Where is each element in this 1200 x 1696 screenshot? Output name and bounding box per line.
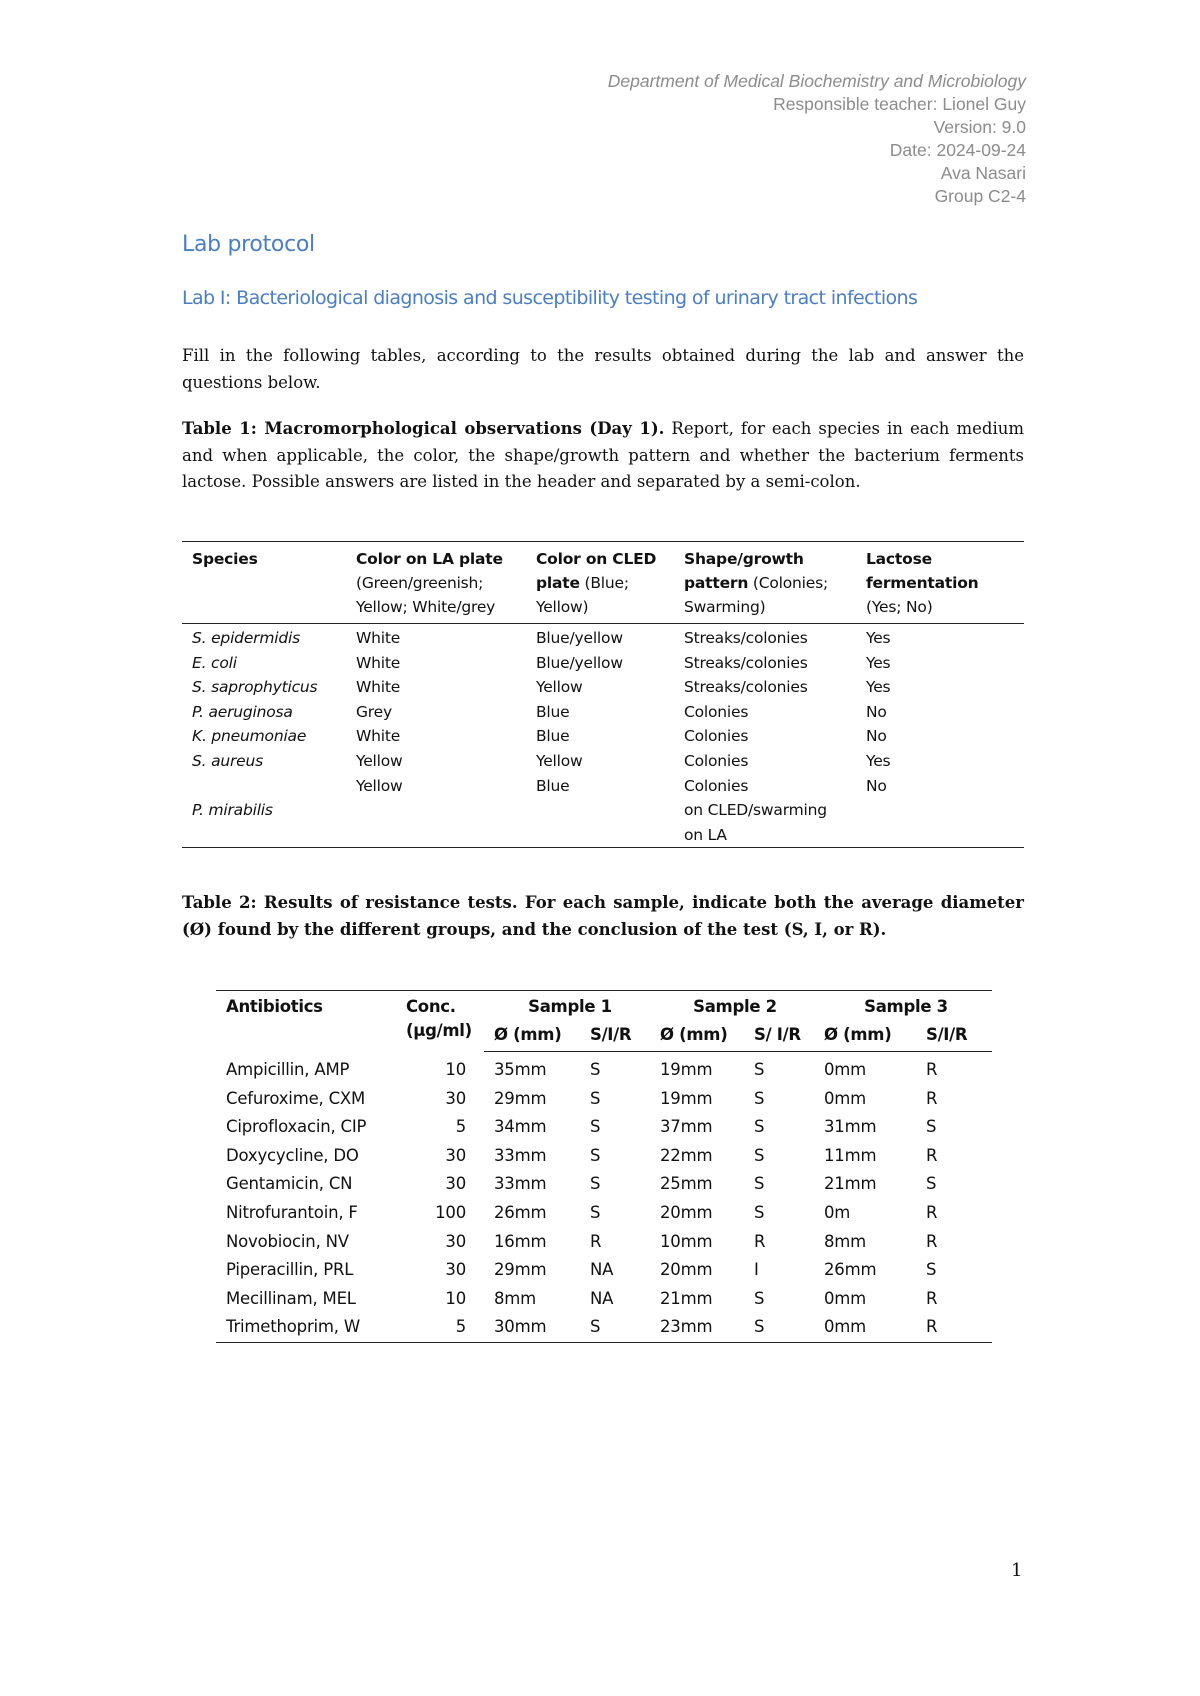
antibiotic-name: Doxycycline, DO <box>226 1145 359 1165</box>
table-cell: R <box>926 1088 938 1108</box>
concentration: 10 <box>445 1059 466 1079</box>
table-cell: Colonies <box>684 751 749 770</box>
table-cell: Blue <box>536 702 570 721</box>
table-cell: Blue <box>536 727 570 746</box>
table-cell: R <box>916 1313 992 1342</box>
table-cell: S <box>926 1174 937 1194</box>
table-cell: R <box>926 1231 938 1251</box>
table-row <box>216 1113 992 1142</box>
table-cell: 8mm <box>494 1288 537 1308</box>
table-row <box>216 1313 992 1342</box>
table-cell <box>856 798 1024 823</box>
table-row <box>216 1085 992 1114</box>
table-row <box>216 1142 992 1171</box>
page-number: 1 <box>1011 1560 1023 1581</box>
col-sample-2: Sample 2 <box>650 991 814 1022</box>
table-cell: 21mm <box>824 1174 877 1194</box>
table1-caption <box>182 416 1024 496</box>
species-cell: E. coli <box>192 653 237 672</box>
species-cell <box>182 774 346 799</box>
macromorphology-table <box>182 541 1024 848</box>
table-cell: S <box>926 1117 937 1137</box>
table-row <box>182 651 1024 676</box>
col-sir: S/ I/R <box>744 1021 814 1052</box>
table-cell: 0m <box>824 1202 851 1222</box>
table-cell: Yellow <box>536 678 583 697</box>
table-cell: Colonies <box>684 702 749 721</box>
table-cell <box>526 798 674 823</box>
table-cell: R <box>926 1145 938 1165</box>
table-row <box>182 798 1024 823</box>
table-row <box>182 749 1024 774</box>
table-cell: Colonies <box>684 727 749 746</box>
table-cell: 19mm <box>660 1060 713 1079</box>
table-cell: I <box>754 1260 759 1280</box>
table-cell: 30mm <box>484 1313 580 1342</box>
table-header-row <box>216 991 992 1022</box>
table-cell: Blue <box>536 776 570 795</box>
col-diameter: Ø (mm) <box>814 1021 916 1052</box>
col-sir: S/I/R <box>580 1021 650 1052</box>
table-cell: Yes <box>866 751 891 770</box>
species-cell: S. epidermidis <box>192 629 300 647</box>
table-cell: R <box>926 1060 938 1079</box>
concentration: 30 <box>445 1231 466 1251</box>
table-cell: Blue/yellow <box>536 653 623 672</box>
table-cell: S <box>590 1060 601 1079</box>
concentration: 30 <box>445 1174 466 1194</box>
table-header-row <box>182 542 1024 624</box>
table-header-cell: Species <box>182 542 346 624</box>
table-cell: 33mm <box>494 1145 547 1165</box>
table-cell: No <box>866 776 887 795</box>
table-cell: Streaks/colonies <box>684 678 808 697</box>
table-cell: 0mm <box>824 1088 867 1108</box>
table-cell: S <box>754 1202 765 1222</box>
table-cell: No <box>866 702 887 721</box>
table-cell <box>346 823 526 848</box>
table1-caption-text: Report, for each species in each medium and when applicable, the color, the shape/growth pattern and whether the bacterium ferments lactose. Possible answers are listed in the header and separated by a semi-colon. <box>182 419 1024 491</box>
antibiotic-name: Ciprofloxacin, CIP <box>226 1117 367 1137</box>
table-cell: White <box>356 727 401 746</box>
table-cell: 34mm <box>494 1117 547 1137</box>
table-cell: 20mm <box>660 1202 713 1222</box>
table-cell: White <box>356 678 401 697</box>
table-cell: S <box>590 1117 601 1137</box>
table-row <box>216 1285 992 1314</box>
table-cell: White <box>356 629 401 647</box>
table-cell: S <box>754 1174 765 1194</box>
table-cell: 19mm <box>660 1088 713 1108</box>
table-cell: S <box>754 1145 765 1165</box>
table-row <box>216 1170 992 1199</box>
version: Version: 9.0 <box>933 117 1026 137</box>
table-cell: Yes <box>866 678 891 697</box>
table-row <box>182 624 1024 651</box>
table-cell: White <box>356 653 401 672</box>
table-cell: Yellow <box>356 776 403 795</box>
table-row <box>182 774 1024 799</box>
page-subtitle: Lab I: Bacteriological diagnosis and susceptibility testing of urinary tract infections <box>182 287 918 309</box>
table-row <box>216 1052 992 1085</box>
species-cell: P. mirabilis <box>192 801 273 820</box>
concentration: 100 <box>435 1202 466 1222</box>
concentration: 10 <box>445 1288 466 1308</box>
species-cell: K. pneumoniae <box>192 727 307 746</box>
antibiotic-name: Piperacillin, PRL <box>226 1260 354 1280</box>
antibiotic-name: Cefuroxime, CXM <box>226 1088 366 1108</box>
table-header-cell: Color on CLED plate (Blue; Yellow) <box>526 542 674 624</box>
table-cell: on LA <box>674 823 856 848</box>
table-cell: 0mm <box>824 1060 867 1079</box>
table-row <box>182 675 1024 700</box>
intro-paragraph: Fill in the following tables, according to the results obtained during the lab and answer the questions below. <box>182 346 1024 392</box>
species-cell: S. saprophyticus <box>192 678 318 697</box>
table-cell: 21mm <box>660 1288 713 1308</box>
col-sir: S/I/R <box>916 1021 992 1052</box>
table-cell: R <box>590 1231 602 1251</box>
table-cell: 29mm <box>494 1260 547 1280</box>
student-name: Ava Nasari <box>940 163 1026 183</box>
table-header-cell: Lactose fermentation (Yes; No) <box>856 542 1024 624</box>
responsible-teacher: Responsible teacher: Lionel Guy <box>773 94 1026 114</box>
table-cell: R <box>754 1231 766 1251</box>
table-cell: 26mm <box>824 1260 877 1280</box>
table-cell: 0mm <box>814 1313 916 1342</box>
table-cell <box>856 823 1024 848</box>
table-cell: 31mm <box>824 1117 877 1137</box>
department-name: Department of Medical Biochemistry and Microbiology <box>607 71 1026 91</box>
date: Date: 2024-09-24 <box>889 140 1026 160</box>
group-id: Group C2-4 <box>934 186 1026 206</box>
table-row <box>182 823 1024 848</box>
col-sample-3: Sample 3 <box>814 991 992 1022</box>
table-cell: 22mm <box>660 1145 713 1165</box>
table-cell: R <box>926 1202 938 1222</box>
col-diameter: Ø (mm) <box>484 1021 580 1052</box>
antibiotic-name: Trimethoprim, W <box>216 1313 396 1342</box>
table-cell: S <box>754 1088 765 1108</box>
table-cell: 26mm <box>494 1202 547 1222</box>
page-title: Lab protocol <box>182 232 315 257</box>
table-cell: 29mm <box>494 1088 547 1108</box>
concentration: 30 <box>445 1145 466 1165</box>
concentration: 5 <box>396 1313 484 1342</box>
table-cell: Colonies <box>684 776 749 795</box>
antibiotic-name: Ampicillin, AMP <box>226 1059 350 1079</box>
table-cell: Yellow <box>356 751 403 770</box>
table-cell: 0mm <box>824 1288 867 1308</box>
col-conc: Conc. (µg/ml) <box>396 991 484 1052</box>
table-cell: S <box>580 1313 650 1342</box>
table-row <box>216 1228 992 1257</box>
table-cell: on CLED/swarming <box>684 801 827 820</box>
table-cell: Blue/yellow <box>536 629 623 647</box>
table-cell: 11mm <box>824 1145 877 1165</box>
table-cell: 10mm <box>660 1231 713 1251</box>
table-cell: S <box>754 1288 765 1308</box>
table-header-cell: Color on LA plate (Green/greenish; Yellow; White/grey <box>346 542 526 624</box>
table-cell: S <box>590 1174 601 1194</box>
table-cell: Yellow <box>536 751 583 770</box>
resistance-table <box>216 990 992 1343</box>
table-cell <box>346 798 526 823</box>
table-cell: S <box>754 1117 765 1137</box>
table-cell: S <box>744 1313 814 1342</box>
concentration: 5 <box>455 1117 466 1137</box>
table-row <box>216 1199 992 1228</box>
table-cell: No <box>866 727 887 746</box>
table-row <box>182 724 1024 749</box>
species-cell: S. aureus <box>192 751 264 770</box>
antibiotic-name: Gentamicin, CN <box>226 1174 353 1194</box>
table-cell: 25mm <box>660 1174 713 1194</box>
table-row <box>216 1256 992 1285</box>
antibiotic-name: Mecillinam, MEL <box>226 1288 356 1308</box>
table-cell: Yes <box>866 629 891 647</box>
table-cell: S <box>926 1260 937 1280</box>
antibiotic-name: Novobiocin, NV <box>226 1231 349 1251</box>
table-cell: 35mm <box>494 1060 547 1079</box>
document-header <box>608 70 1026 208</box>
table-cell: S <box>754 1060 765 1079</box>
table-cell: 23mm <box>650 1313 744 1342</box>
table1-caption-title: Table 1: Macromorphological observations (Day 1). <box>182 419 665 438</box>
col-antibiotics: Antibiotics <box>216 991 396 1052</box>
concentration: 30 <box>445 1260 466 1280</box>
table-header-cell: Shape/growth pattern (Colonies; Swarming) <box>674 542 856 624</box>
table2-caption: Table 2: Results of resistance tests. For each sample, indicate both the average diameter (Ø) found by the different groups, and the conclusion of the test (S, I, or R). <box>182 893 1024 939</box>
table-cell: 16mm <box>494 1231 547 1251</box>
table-cell: R <box>926 1288 938 1308</box>
concentration: 30 <box>445 1088 466 1108</box>
table-cell: 37mm <box>660 1117 713 1137</box>
antibiotic-name: Nitrofurantoin, F <box>226 1202 358 1222</box>
table-cell: Yes <box>866 653 891 672</box>
species-cell <box>182 823 346 848</box>
table-cell: Streaks/colonies <box>684 653 808 672</box>
col-diameter: Ø (mm) <box>650 1021 744 1052</box>
table-cell: S <box>590 1088 601 1108</box>
table-cell: NA <box>590 1288 614 1308</box>
table-row <box>182 700 1024 725</box>
table-cell: S <box>590 1202 601 1222</box>
table-cell: 33mm <box>494 1174 547 1194</box>
col-sample-1: Sample 1 <box>484 991 650 1022</box>
table-cell: S <box>590 1145 601 1165</box>
species-cell: P. aeruginosa <box>192 702 293 721</box>
table-cell: 8mm <box>824 1231 867 1251</box>
table-cell <box>526 823 674 848</box>
table-cell: Streaks/colonies <box>684 629 808 647</box>
table-cell: 20mm <box>660 1260 713 1280</box>
table-cell: Grey <box>356 702 392 721</box>
table-cell: NA <box>590 1260 614 1280</box>
